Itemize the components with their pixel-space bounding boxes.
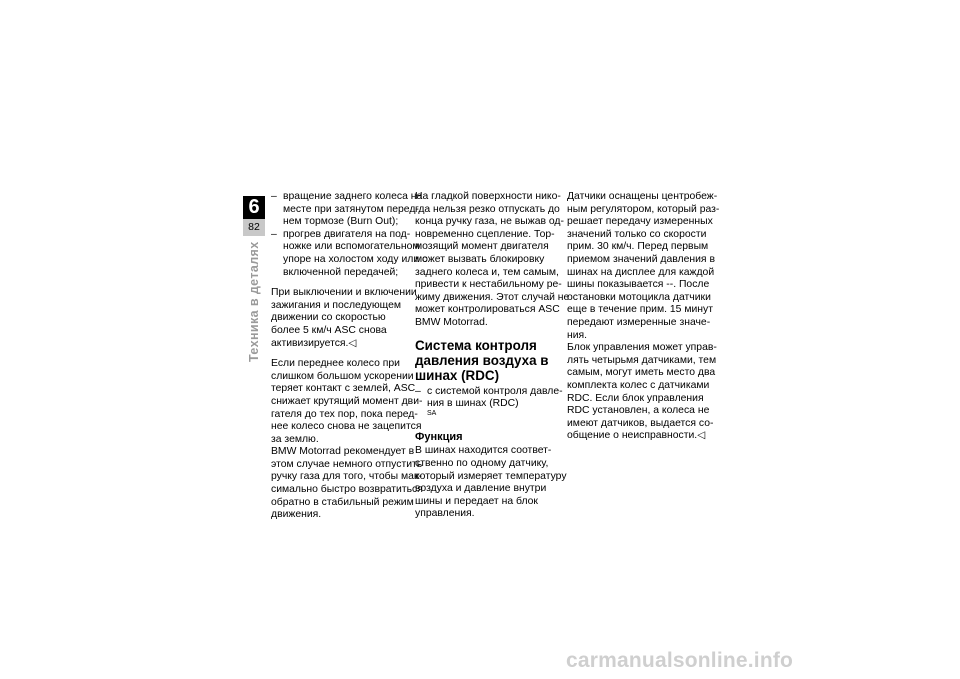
text-line: обратно в стабильный режим (271, 496, 414, 508)
text-line: вращение заднего колеса на (283, 191, 423, 202)
text-line: комплекта колес с датчиками (567, 379, 710, 391)
text-line: месте при затянутом перед- (283, 203, 419, 215)
watermark: carmanualsonline.info (566, 649, 794, 672)
list-item (271, 191, 423, 229)
text-line: При выключении и включении (271, 287, 417, 299)
paragraph (567, 191, 720, 342)
text-line: этом случае немного отпустить (271, 458, 423, 470)
text-line: Датчики оснащены центробеж- (567, 191, 718, 202)
chapter-number: 6 (243, 196, 265, 219)
heading-line: Система контроля (415, 337, 537, 353)
paragraph (415, 445, 567, 521)
page-number: 82 (243, 219, 265, 236)
text-line: гателя до тех пор, пока перед- (271, 408, 418, 420)
text-line: шинах на дисплее для каждой (567, 266, 715, 278)
text-line: RDC. Если блок управления (567, 392, 704, 404)
dash-marker: – (415, 385, 421, 397)
text-line: ния. (567, 329, 588, 341)
text-line: конца ручку газа, не выжав од- (415, 216, 564, 228)
text-line: решает передачу измеренных (567, 216, 713, 228)
text-line: мозящий момент двигателя (415, 241, 549, 253)
paragraph (567, 342, 717, 443)
section-heading (415, 338, 549, 383)
text-line (427, 398, 549, 423)
text-line: воздуха и давление внутри (415, 483, 547, 495)
text-line: самым, могут иметь место два (567, 367, 716, 379)
text-line: может вызвать блокировку (415, 253, 545, 265)
text-line: нем тормозе (Burn Out); (283, 216, 399, 228)
column-3 (567, 191, 720, 451)
text-line: приемом значений давления в (567, 253, 715, 265)
text-line: движения. (271, 509, 322, 521)
list-item (271, 228, 428, 279)
text-line: новременно сцепление. Тор- (415, 228, 555, 240)
text-line: На гладкой поверхности нико- (415, 191, 561, 202)
list-item (415, 385, 563, 424)
text-line: остановки мотоцикла датчики (567, 291, 711, 303)
paragraph (271, 358, 423, 446)
text-line: упоре на холостом ходу или с (283, 253, 428, 265)
text-line: заднего колеса и, тем самым, (415, 266, 559, 278)
text-line: может контролироваться ASC (415, 304, 560, 316)
paragraph (271, 446, 423, 522)
subheading: Функция (415, 431, 463, 444)
text-line: BMW Motorrad рекомендует в (271, 446, 415, 458)
paragraph (415, 191, 570, 330)
text-line: общение о неисправности.◁ (567, 430, 706, 442)
text-line: который измеряет температуру (415, 470, 567, 482)
text-line: В шинах находится соответ- (415, 445, 552, 457)
dash-marker: – (271, 228, 277, 240)
text-line: управления. (415, 508, 475, 520)
text-line: RDC установлен, а колеса не (567, 405, 710, 417)
paragraph (271, 287, 417, 350)
list-item-text (283, 191, 423, 229)
list-item-text (427, 385, 563, 424)
list-item-text (283, 228, 428, 279)
text-line: за землю. (271, 433, 319, 445)
text-line: включенной передачей; (283, 266, 399, 278)
text-line: лять четырьмя датчиками, тем (567, 354, 717, 366)
text-line: гда нельзя резко отпускать до (415, 203, 560, 215)
text-line: снижает крутящий момент дви- (271, 395, 423, 407)
column-1 (271, 191, 428, 530)
text-line: ножке или вспомогательном (283, 241, 420, 253)
chapter-tab (243, 196, 265, 238)
heading-line: шинах (RDC) (415, 367, 500, 383)
text-line: шины и передает на блок (415, 495, 538, 507)
text-line: слишком большом ускорении (271, 370, 414, 382)
text-fragment: ния в шинах (RDC) (427, 398, 519, 410)
heading-line: давления воздуха в (415, 352, 549, 368)
text-line: активизируется.◁ (271, 337, 357, 349)
column-2 (415, 191, 570, 529)
text-line: значений только со скорости (567, 228, 707, 240)
text-line: прим. 30 км/ч. Перед первым (567, 241, 709, 253)
text-line: с системой контроля давле- (427, 385, 563, 397)
text-line: ственно по одному датчику, (415, 457, 549, 469)
text-line: движении со скоростью (271, 312, 386, 324)
text-line: ным регулятором, который раз- (567, 203, 720, 215)
option-marker: SA (427, 409, 437, 417)
text-line: шины показывается --. После (567, 279, 710, 291)
chapter-title: Техника в деталях (247, 241, 261, 362)
text-line: более 5 км/ч ASC снова (271, 324, 387, 336)
text-line: Блок управления может управ- (567, 342, 717, 354)
text-line: привести к нестабильному ре- (415, 279, 562, 291)
text-line: нее колесо снова не зацепится (271, 421, 422, 433)
text-line: теряет контакт с землей, ASC (271, 383, 416, 395)
text-line: жиму движения. Этот случай не (415, 291, 570, 303)
text-line: BMW Motorrad. (415, 316, 488, 328)
text-line: Если переднее колесо при (271, 358, 400, 370)
dash-marker: – (271, 191, 277, 202)
text-line: имеют датчиков, выдается со- (567, 417, 714, 429)
text-line: симально быстро возвратиться (271, 484, 423, 496)
text-line: ручку газа для того, чтобы мак- (271, 471, 422, 483)
text-line: еще в течение прим. 15 минут (567, 304, 713, 316)
text-line: прогрев двигателя на под- (283, 228, 411, 240)
text-line: передают измеренные значе- (567, 316, 711, 328)
text-line: зажигания и последующем (271, 299, 402, 311)
